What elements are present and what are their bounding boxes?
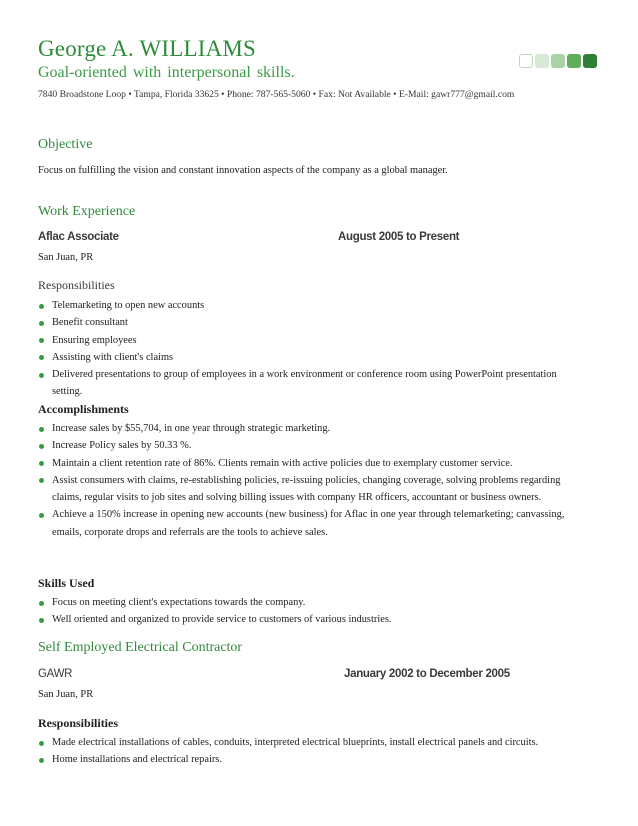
list-item: Made electrical installations of cables, conduits, interpreted electrical blueprints, install electrical panels and circuits. [38,734,568,751]
decorative-square [583,54,597,68]
list-item: Well oriented and organized to provide service to customers of various industries. [38,611,568,628]
decorative-square [567,54,581,68]
objective-text: Focus on fulfilling the vision and constant innovation aspects of the company as a global manager. [38,165,448,176]
job2-location: San Juan, PR [38,689,94,700]
job1-responsibilities-heading: Responsibilities [38,278,115,292]
list-item: Focus on meeting client's expectations towards the company. [38,594,568,611]
list-item: Ensuring employees [38,332,568,349]
list-item: Assist consumers with claims, re-establishing policies, re-issuing policies, changing coverage, solving problems regarding claims, regular visits to job sites and solving billing issues with company HR officers, accountant or business owners. [38,472,568,507]
decorative-square [551,54,565,68]
job2-title: GAWR [38,668,73,680]
job2-dates: January 2002 to December 2005 [344,668,510,680]
job1-dates: August 2005 to Present [338,231,460,243]
list-item: Assisting with client's claims [38,349,568,366]
job1-accomplishments-heading: Accomplishments [38,402,129,416]
work-experience-heading: Work Experience [38,204,136,219]
list-item: Increase sales by $55,704, in one year through strategic marketing. [38,420,568,437]
job1-skills-heading: Skills Used [38,576,95,590]
job1-location: San Juan, PR [38,252,94,263]
job1-title: Aflac Associate [38,231,119,243]
job1-skills-list [38,594,568,629]
list-item: Benefit consultant [38,314,568,331]
tagline: Goal-oriented with interpersonal skills. [38,64,295,81]
contact-line: 7840 Broadstone Loop • Tampa, Florida 33625 • Phone: 787-565-5060 • Fax: Not Available • E-Mail: gawr777@gmail.com [38,89,515,100]
job2-heading: Self Employed Electrical Contractor [38,640,243,655]
job2-responsibilities-list [38,734,568,769]
list-item: Home installations and electrical repairs. [38,751,568,768]
list-item: Maintain a client retention rate of 86%. Clients remain with active policies due to exemplary customer service. [38,455,568,472]
list-item: Achieve a 150% increase in opening new accounts (new business) for Aflac in one year through telemarketing; canvassing, emails, corporate drops and referrals are the tools to achieve sales. [38,506,568,541]
objective-heading: Objective [38,137,93,152]
job2-responsibilities-heading: Responsibilities [38,716,119,730]
list-item: Increase Policy sales by 50.33 %. [38,437,568,454]
job1-accomplishments-list [38,420,568,541]
decorative-square [519,54,533,68]
candidate-name: George A. WILLIAMS [38,36,257,61]
decorative-squares [519,54,597,68]
decorative-square [535,54,549,68]
list-item: Telemarketing to open new accounts [38,297,568,314]
job1-responsibilities-list [38,297,568,401]
list-item: Delivered presentations to group of employees in a work environment or conference room using PowerPoint presentation setting. [38,366,568,401]
